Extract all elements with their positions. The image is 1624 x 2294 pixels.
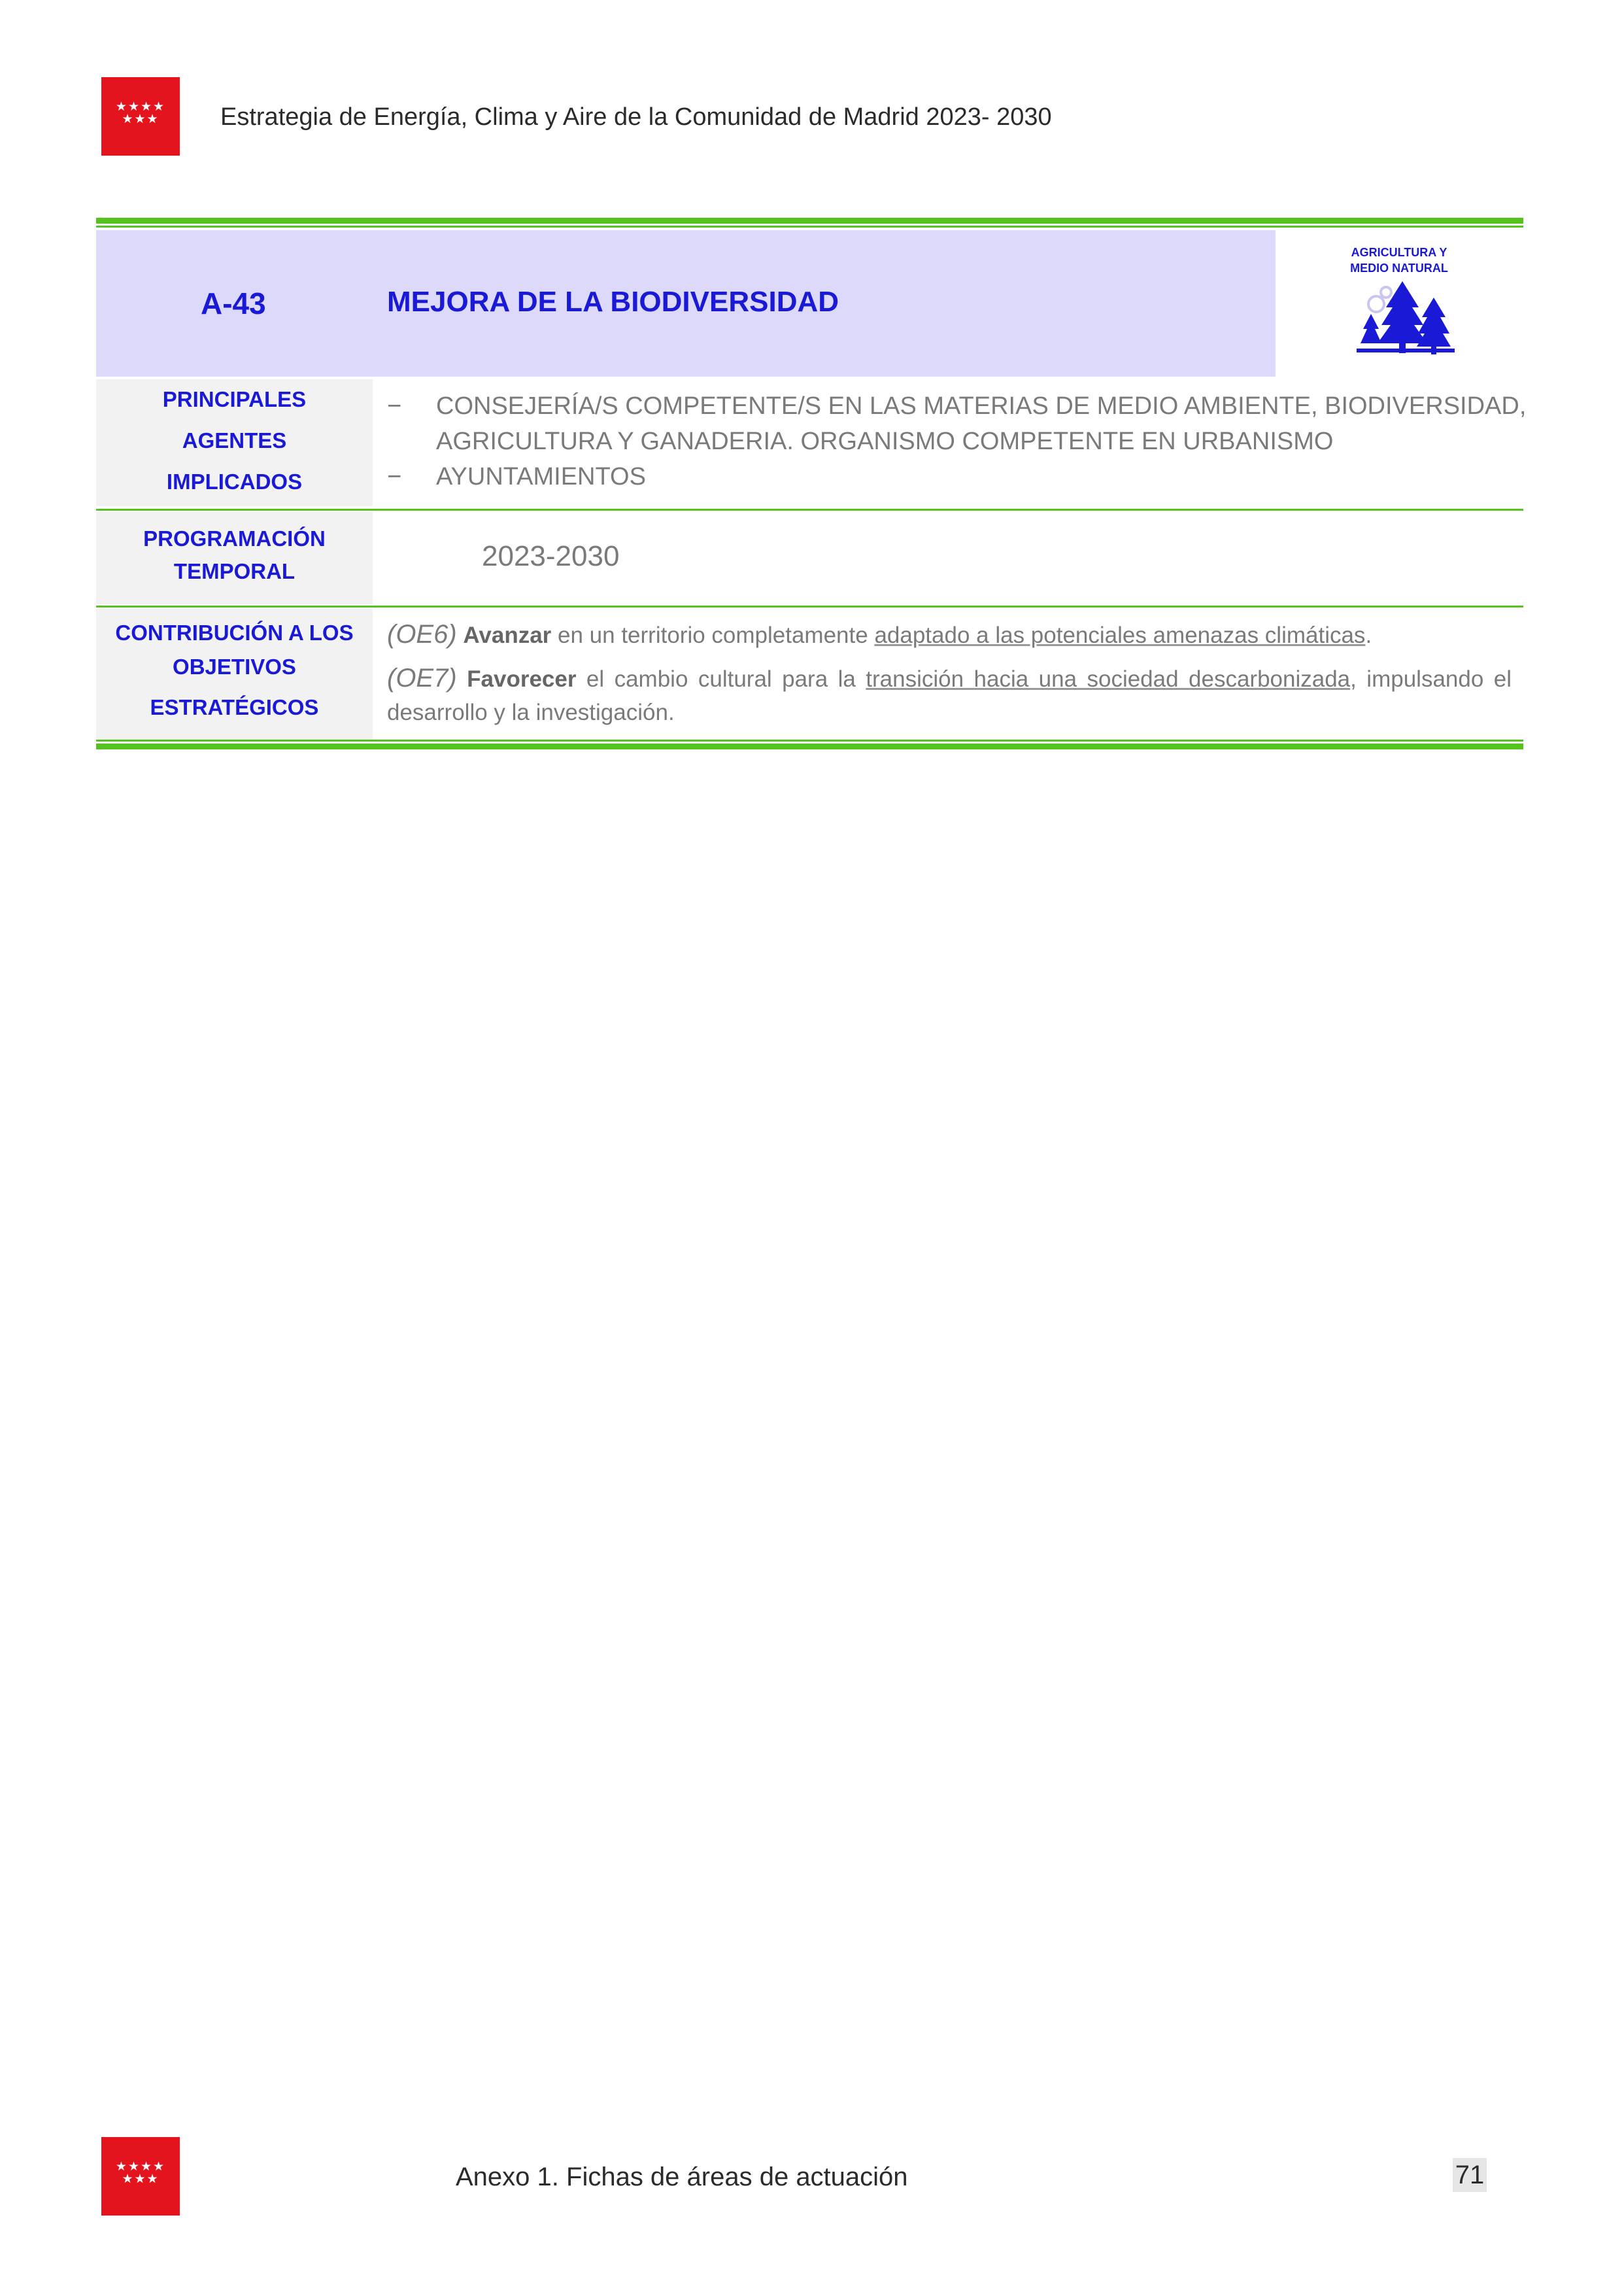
objective-oe7 [387, 664, 1512, 693]
schedule-label-line-2: TEMPORAL [173, 559, 296, 583]
objectives-label-line-1: CONTRIBUCIÓN A LOS [115, 621, 354, 645]
bottom-rule-thin [96, 740, 1523, 742]
logo-stars-icon: ★★★★ ★★★ [115, 2159, 166, 2186]
agent-item-1-line-2: AGRICULTURA Y GANADERIA. ORGANISMO COMPETENTE EN URBANISMO [436, 428, 1334, 455]
action-title: MEJORA DE LA BIODIVERSIDAD [387, 286, 839, 318]
row-separator [96, 606, 1523, 608]
document-header-title: Estrategia de Energía, Clima y Aire de la Comunidad de Madrid 2023- 2030 [220, 103, 1052, 131]
top-rule-thin [96, 226, 1523, 228]
agents-label-line-2: AGENTES [182, 428, 287, 453]
oe7-text: el cambio cultural para la [576, 666, 866, 692]
agents-label-line-1: PRINCIPALES [162, 387, 307, 411]
objectives-label-line-3: ESTRATÉGICOS [150, 695, 319, 719]
agent-bullet-dash: − [387, 463, 402, 490]
page-number: 71 [1453, 2158, 1487, 2192]
oe6-verb: Avanzar [463, 623, 552, 648]
objectives-label-line-2: OBJETIVOS [173, 655, 296, 679]
row-separator [96, 509, 1523, 511]
trees-icon [1357, 278, 1455, 356]
oe6-code: (OE6) [387, 620, 457, 649]
agents-label-cell [96, 379, 373, 506]
objective-oe7-line-2: desarrollo y la investigación. [387, 700, 675, 725]
top-rule [96, 218, 1523, 224]
agent-item-1-line-1: CONSEJERÍA/S COMPETENTE/S EN LAS MATERIAS DE MEDIO AMBIENTE, BIODIVERSIDAD, [436, 392, 1527, 420]
oe7-underlined: transición hacia una sociedad descarbonizada [866, 666, 1351, 692]
oe7-end: , impulsando el [1350, 666, 1512, 692]
logo-stars-icon: ★★★★ ★★★ [115, 99, 166, 126]
schedule-value: 2023-2030 [482, 540, 620, 572]
schedule-label-cell [96, 512, 373, 604]
category-line-2: MEDIO NATURAL [1350, 262, 1448, 275]
bottom-rule [96, 744, 1523, 749]
madrid-logo-footer [101, 2137, 180, 2216]
agent-bullet-dash: − [387, 392, 402, 420]
schedule-label-line-1: PROGRAMACIÓN [143, 526, 326, 551]
agent-item-2: AYUNTAMIENTOS [436, 463, 646, 490]
oe6-end: . [1365, 623, 1372, 648]
madrid-logo [101, 77, 180, 156]
category-label [1334, 245, 1464, 276]
agents-label-line-3: IMPLICADOS [166, 470, 303, 494]
category-line-1: AGRICULTURA Y [1351, 246, 1447, 259]
objectives-label-cell [96, 609, 373, 740]
action-code: A-43 [201, 286, 266, 320]
oe7-verb: Favorecer [467, 666, 577, 692]
objective-oe6 [387, 620, 1512, 649]
oe6-text: en un territorio completamente [551, 623, 875, 648]
oe6-underlined: adaptado a las potenciales amenazas climáticas [874, 623, 1366, 648]
footer-section-title: Anexo 1. Fichas de áreas de actuación [456, 2163, 908, 2191]
oe7-code: (OE7) [387, 664, 457, 693]
